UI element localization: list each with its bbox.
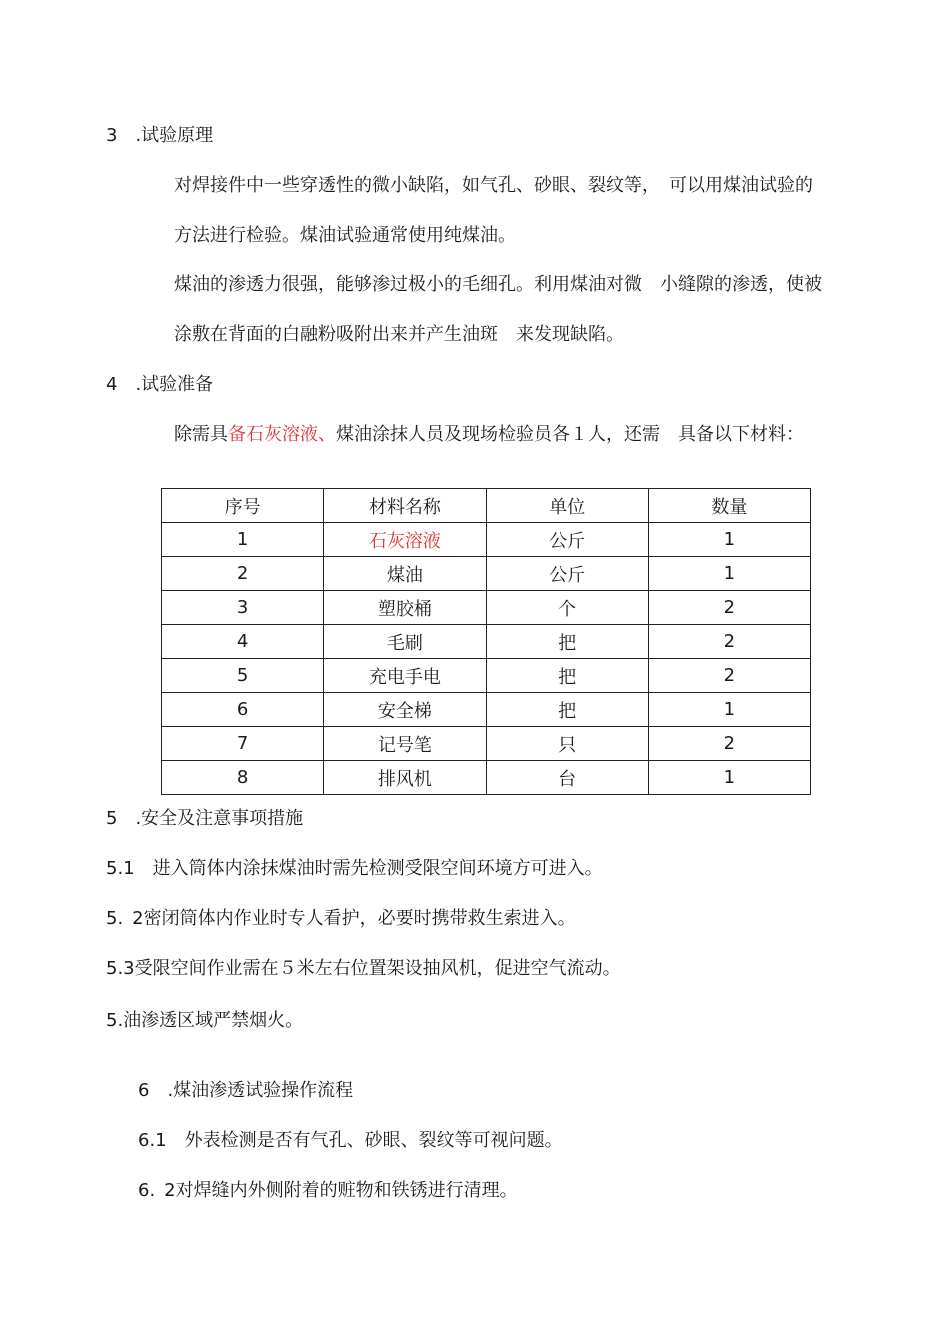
header-index: 序号 <box>162 489 324 523</box>
section-5-item-3: 5.3受限空间作业需在５米左右位置架设抽风机，促进空气流动。 <box>106 958 621 979</box>
cell-unit: 把 <box>486 693 648 727</box>
cell-material-name: 煤油 <box>324 557 486 591</box>
header-unit: 单位 <box>486 489 648 523</box>
section-4-heading: 4 .试验准备 <box>106 374 214 395</box>
section-3-paragraph-2-line-1: 煤油的渗透力很强，能够渗过极小的毛细孔。利用煤油对微 小缝隙的渗透，使被 <box>174 274 822 295</box>
cell-unit: 把 <box>486 659 648 693</box>
cell-unit: 台 <box>486 761 648 795</box>
cell-quantity: 2 <box>648 625 810 659</box>
cell-index: 5 <box>162 659 324 693</box>
table-row <box>162 659 811 693</box>
materials-table <box>161 488 811 795</box>
cell-material-name: 塑胶桶 <box>324 591 486 625</box>
cell-index: 1 <box>162 523 324 557</box>
cell-material-name: 石灰溶液 <box>324 523 486 557</box>
section-4-intro <box>174 423 804 447</box>
cell-material-name: 排风机 <box>324 761 486 795</box>
section-3-heading: 3 .试验原理 <box>106 125 214 146</box>
cell-quantity: 1 <box>648 523 810 557</box>
cell-material-name: 安全梯 <box>324 693 486 727</box>
cell-quantity: 1 <box>648 557 810 591</box>
cell-index: 7 <box>162 727 324 761</box>
table-row <box>162 761 811 795</box>
section-6-heading: 6 .煤油渗透试验操作流程 <box>138 1080 354 1101</box>
cell-unit: 只 <box>486 727 648 761</box>
cell-unit: 个 <box>486 591 648 625</box>
section-5-item-2: 5. 2密闭筒体内作业时专人看护，必要时携带救生索进入。 <box>106 908 576 929</box>
intro-text-highlight: 备石灰溶液、 <box>228 424 336 445</box>
section-6-item-2: 6. 2对焊缝内外侧附着的赃物和铁锈进行清理。 <box>138 1180 518 1201</box>
cell-unit: 把 <box>486 625 648 659</box>
cell-material-name: 充电手电 <box>324 659 486 693</box>
table-row <box>162 557 811 591</box>
header-quantity: 数量 <box>648 489 810 523</box>
cell-unit: 公斤 <box>486 523 648 557</box>
table-row <box>162 523 811 557</box>
cell-quantity: 1 <box>648 761 810 795</box>
header-material-name: 材料名称 <box>324 489 486 523</box>
cell-index: 2 <box>162 557 324 591</box>
section-5-item-1: 5.1 进入筒体内涂抹煤油时需先检测受限空间环境方可进入。 <box>106 858 603 879</box>
cell-quantity: 1 <box>648 693 810 727</box>
section-3-paragraph-1-line-1: 对焊接件中一些穿透性的微小缺陷，如气孔、砂眼、裂纹等， 可以用煤油试验的 <box>174 175 813 196</box>
cell-quantity: 2 <box>648 659 810 693</box>
table-row <box>162 625 811 659</box>
cell-quantity: 2 <box>648 727 810 761</box>
cell-index: 8 <box>162 761 324 795</box>
intro-text-pre: 除需具 <box>174 424 228 445</box>
cell-material-name: 毛刷 <box>324 625 486 659</box>
cell-index: 4 <box>162 625 324 659</box>
section-3-paragraph-1-line-2: 方法进行检验。煤油试验通常使用纯煤油。 <box>174 225 516 246</box>
table-row <box>162 591 811 625</box>
section-3-paragraph-2-line-2: 涂敷在背面的白融粉吸附出来并产生油斑 来发现缺陷。 <box>174 324 624 345</box>
intro-text-post: 煤油涂抹人员及现场检验员各１人，还需 具备以下材料： <box>336 424 804 445</box>
table-header-row <box>162 489 811 523</box>
cell-unit: 公斤 <box>486 557 648 591</box>
section-5-item-4: 5.油渗透区域严禁烟火。 <box>106 1010 304 1031</box>
cell-index: 6 <box>162 693 324 727</box>
table-row <box>162 693 811 727</box>
section-6-item-1: 6.1 外表检测是否有气孔、砂眼、裂纹等可视问题。 <box>138 1130 563 1151</box>
cell-index: 3 <box>162 591 324 625</box>
cell-quantity: 2 <box>648 591 810 625</box>
table-row <box>162 727 811 761</box>
cell-material-name: 记号笔 <box>324 727 486 761</box>
section-5-heading: 5 .安全及注意事项措施 <box>106 808 304 829</box>
